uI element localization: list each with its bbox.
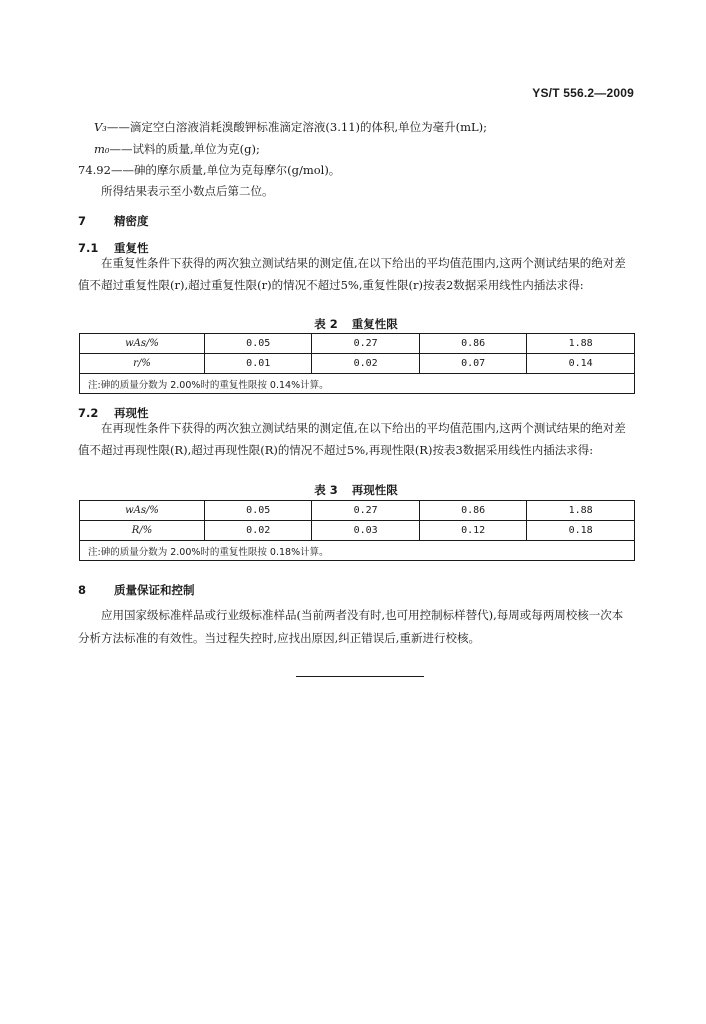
repeatability-paragraph: 在重复性条件下获得的两次独立测试结果的测定值,在以下给出的平均值范围内,这两个测试结果的绝对差值不超过重复性限(r),超过重复性限(r)的情况不超过5%,重复性限(r)按表2数据采用线性内插法求得: [78,256,626,292]
quality-control-paragraph: 应用国家级标准样品或行业级标准样品(当前两者没有时,也可用控制标样替代),每周或每两周校核一次本分析方法标准的有效性。当过程失控时,应找出原因,纠正错误后,重新进行校核。 [78,608,624,645]
definition-symbol: m₀ [94,142,110,156]
definition-m0 [94,141,260,157]
table-cell: 0.02 [312,354,419,374]
section-title: 精密度 [114,214,149,228]
table-cell: 0.05 [205,501,312,521]
table-cell: 0.14 [527,354,635,374]
table-header-cell: R/% [80,521,205,541]
table-cell: 0.05 [205,334,312,354]
table-cell: 0.27 [312,334,419,354]
reproducibility-paragraph: 在再现性条件下获得的两次独立测试结果的测定值,在以下给出的平均值范围内,这两个测试结果的绝对差值不超过再现性限(R),超过再现性限(R)的情况不超过5%,再现性限(R)按表3数据采用线性内插法求得: [78,421,626,457]
definition-symbol: V₃ [94,120,107,134]
table-cell: 0.86 [419,334,526,354]
definition-v3 [94,119,487,135]
table-cell: 0.07 [419,354,526,374]
section-number: 7 [78,214,87,228]
section-8-heading [78,582,195,598]
end-rule [296,676,424,677]
table-header-cell: r/% [80,354,205,374]
table-note: 注:砷的质量分数为 2.00%时的重复性限按 0.18%计算。 [80,541,635,561]
section-7-heading [78,213,149,229]
table-cell: 0.03 [312,521,419,541]
definition-dash: —— [106,120,130,134]
definition-text: 试料的质量,单位为克(g); [132,142,260,156]
table-cell: 1.88 [527,334,635,354]
definition-dash: —— [110,163,134,177]
subsection-number: 7.1 [78,241,99,255]
table-cell: 0.12 [419,521,526,541]
subsection-number: 7.2 [78,406,99,420]
table-2-repeatability [79,333,635,394]
table-row [80,501,635,521]
table-cell: 0.27 [312,501,419,521]
table-row [80,521,635,541]
table-cell: 0.18 [527,521,635,541]
table-row [80,334,635,354]
table-3-reproducibility [79,500,635,561]
definition-text: 滴定空白溶液消耗溴酸钾标准滴定溶液(3.11)的体积,单位为毫升(mL); [129,120,488,134]
definition-molar-mass [78,162,340,178]
table-cell: 0.02 [205,521,312,541]
table-2-caption [78,316,634,332]
table-cell: 1.88 [527,501,635,521]
caption-title: 重复性限 [351,317,398,331]
caption-number: 表 3 [314,483,338,497]
result-note: 所得结果表示至小数点后第二位。 [101,184,274,198]
table-note-row [80,374,635,394]
definition-symbol: 74.92 [78,163,111,177]
subsection-title: 再现性 [114,406,149,420]
section-title: 质量保证和控制 [114,583,195,597]
table-note-row [80,541,635,561]
subsection-title: 重复性 [114,241,149,255]
table-cell: 0.86 [419,501,526,521]
definition-dash: —— [109,142,133,156]
section-number: 8 [78,583,87,597]
definition-text: 砷的摩尔质量,单位为克每摩尔(g/mol)。 [133,163,341,177]
table-header-cell: wAs/% [80,334,205,354]
table-3-caption [78,482,634,498]
table-cell: 0.01 [205,354,312,374]
table-row [80,354,635,374]
table-note: 注:砷的质量分数为 2.00%时的重复性限按 0.14%计算。 [80,374,635,394]
caption-number: 表 2 [314,317,338,331]
caption-title: 再现性限 [351,483,398,497]
table-header-cell: wAs/% [80,501,205,521]
standard-code: YS/T 556.2—2009 [532,86,634,100]
